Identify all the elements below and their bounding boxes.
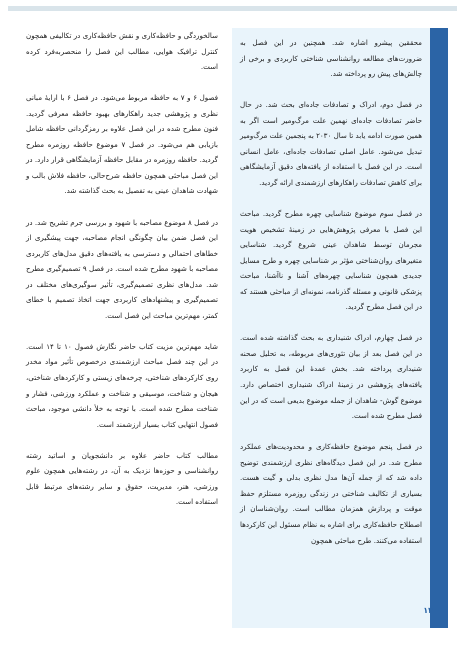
paragraph: در فصل سوم موضوع شناسایی چهره مطرح گردید. مباحث این فصل با معرفی پژوهش‌هایی در زمینهٔ تشخیص هویت مجرمان توسط شاهدان عینی شروع گردید. شناسایی متغیرهای روان‌شناختی مؤثر بر شناسایی چهره و طرح مسایل جدیدی همچون شناسایی چهره‌های آشنا و ناآشنا، مباحث پزشکی قانونی و مسئله گذرنامه، نمونه‌ای از مباحثی هستند که در این فصل مطرح گردید. [240,209,422,312]
page-number: ۱۴ [423,606,433,615]
paragraph: در فصل چهارم، ادراک شنیداری به بحث گذاشته شده است. در این فصل بعد از بیان تئوری‌های مربوطه، به تحلیل صحنه شنیداری پرداخته شد. بخش عمدهٔ این فصل به کاربرد یافته‌های پژوهشی در زمینهٔ ادراک شنیداری اختصاص دارد. موضوع گوش- شاهدان از جمله موضوع بدیعی است که در این فصل مطرح شده است. [240,333,422,421]
paragraph: در فصل پنجم موضوع حافظه‌کاری و محدودیت‌های عملکرد مطرح شد. در این فصل دیدگاه‌های نظری ارزشمندی توضیح داده شد که از جمله آن‌ها مدل نظری بدلی و گیت هست. بسیاری از تکالیف شناختی در زندگی روزمره مستلزم حفظ موقت و پردازش همزمان مطالب است. روان‌شناسان از اصطلاح حافظه‌کاری برای اشاره به نظام مسئول این کارکردها استفاده می‌کنند. طرح مباحثی همچون [240,442,422,545]
top-border [8,6,457,11]
side-accent-bar [430,28,448,598]
paragraph: در فصل ۸ موضوع مصاحبه با شهود و بررسی جرم تشریح شد. در این فصل ضمن بیان چگونگی انجام مصاحبه، جهت پیشگیری از خطاهای احتمالی و دسترسی به یافته‌های دقیق مدل‌های کاربردی مصاحبه با شهود مطرح شده است. در فصل ۹ تصمیم‌گیری مطرح شد. مدل‌های نظری تصمیم‌گیری، تأثیر سوگیری‌های مختلف در تصمیم‌گیری و پیشنهادهای کاربردی جهت اتخاذ تصمیم با خطای کمتر، مهم‌ترین مباحث این فصل است. [26,217,218,320]
paragraph: شاید مهم‌ترین مزیت کتاب حاضر نگارش فصول ۱۰ تا ۱۴ است. در این چند فصل مباحث ارزشمندی درخصوص تأثیر مواد مخدر روی کارکردهای شناختی، چرخه‌های زیستی و کارکردهای شناختی، هیجان و شناخت، موسیقی و شناخت و عملکرد ورزشی، فشار و شناخت مطرح شده است. با توجه به خلأ دانشی موجود، مباحث فصول انتهایی کتاب بسیار ارزشمند است. [26,341,218,429]
right-text-column [232,28,430,628]
paragraph: مطالب کتاب حاضر علاوه بر دانشجویان و اساتید رشته روانشناسی و حوزه‌ها نزدیک به آن، در رشته‌هایی همچون علوم ورزشی، هنر، مدیریت، حقوق و سایر رشته‌های مرتبط قابل استفاده است. [26,450,218,507]
paragraph: سالخوردگی و حافظه‌کاری و نقش حافظه‌کاری در تکالیفی همچون کنترل ترافیک هوایی، مطالب این فصل را منحصربه‌فرد کرده است. [26,31,218,72]
paragraph: در فصل دوم، ادراک و تصادفات جاده‌ای بحث شد. در حال حاضر تصادفات جاده‌ای نهمین علت مرگ‌ومیر است اگر به همین صورت ادامه یابد تا سال ۲۰۳۰ به پنجمین علت مرگ‌ومیر تبدیل می‌شود. عامل اصلی تصادفات جاده‌ای، عامل انسانی است. در این فصل با استفاده از یافته‌های دقیق آزمایشگاهی برای کاهش تصادفات راهکارهای ارزشمندی ارائه گردید. [240,100,422,187]
left-text-column [26,28,218,526]
paragraph: محققین پیشرو اشاره شد. همچنین در این فصل به ضرورت‌های مطالعه روانشناسی شناختی کاربردی و برخی از چالش‌های پیش رو پرداخته شد. [240,38,422,79]
paragraph: فصول ۶ و ۷ به حافظه مربوط می‌شود. در فصل ۶ با ارایهٔ مبانی نظری و پژوهشی جدید راهکارهای بهبود حافظه معرفی گردید. فنون مطرح شده در این فصل علاوه بر رمزگردانی حافظه شامل بازیابی هم می‌شود. در فصل ۷ موضوع حافظه روزمره مطرح گردید. حافظه روزمره در مقابل حافظه آزمایشگاهی قرار دارد. در این فصل مباحثی همچون حافظه شرح‌حالی، حافظه فلاش بالب و شهادت شاهدان عینی به تفصیل به بحث گذاشته شد. [26,93,218,196]
